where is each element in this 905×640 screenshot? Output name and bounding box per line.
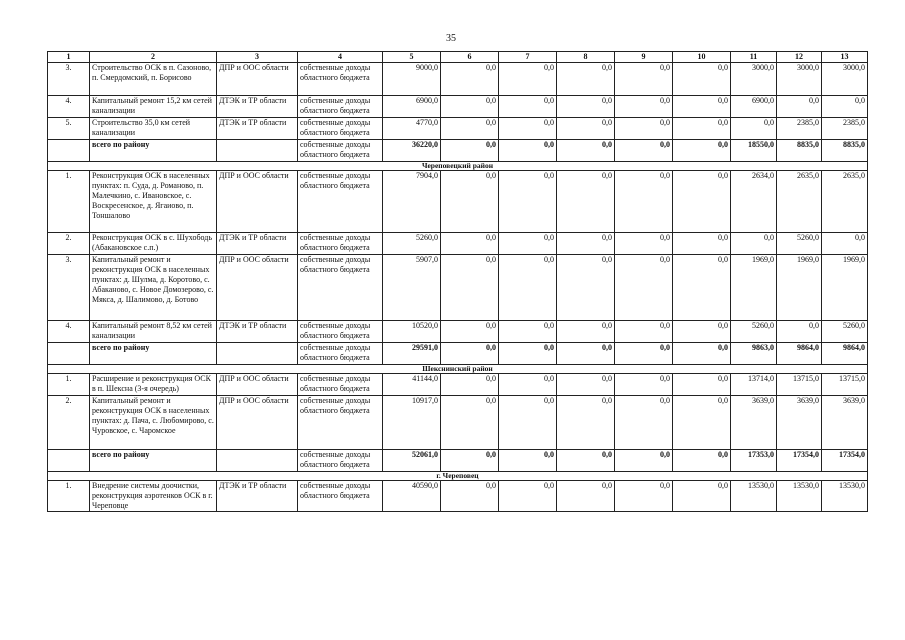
amount-col-12: 1969,0 — [777, 255, 822, 321]
amount-col-9: 0,0 — [615, 343, 673, 365]
amount-col-11: 5260,0 — [731, 321, 777, 343]
total-amount: 9000,0 — [383, 63, 441, 96]
measure-name: Капитальный ремонт и реконструкция ОСК в населенных пунктах: д. Пача, с. Любомирово, с. Чуровское, с. Чаромское — [90, 396, 217, 450]
amount-col-10: 0,0 — [673, 63, 731, 96]
district-title: Шекснинский район — [48, 365, 868, 374]
amount-col-12: 13715,0 — [777, 374, 822, 396]
amount-col-13: 5260,0 — [822, 321, 868, 343]
amount-col-7: 0,0 — [499, 374, 557, 396]
responsible-executor: ДПР и ООС области — [217, 396, 298, 450]
amount-col-11: 9863,0 — [731, 343, 777, 365]
amount-col-9: 0,0 — [615, 63, 673, 96]
amount-col-11: 17353,0 — [731, 450, 777, 472]
district-title: г. Череповец — [48, 472, 868, 481]
responsible-executor: ДТЭК и ТР области — [217, 481, 298, 512]
amount-col-13: 3000,0 — [822, 63, 868, 96]
responsible-executor — [217, 140, 298, 162]
amount-col-6: 0,0 — [441, 118, 499, 140]
amount-col-8: 0,0 — [557, 171, 615, 233]
row-number: 1. — [48, 374, 90, 396]
amount-col-7: 0,0 — [499, 233, 557, 255]
amount-col-7: 0,0 — [499, 321, 557, 343]
amount-col-9: 0,0 — [615, 118, 673, 140]
amount-col-10: 0,0 — [673, 255, 731, 321]
column-number-2: 2 — [90, 52, 217, 63]
amount-col-6: 0,0 — [441, 96, 499, 118]
column-number-4: 4 — [298, 52, 383, 63]
responsible-executor: ДПР и ООС области — [217, 63, 298, 96]
amount-col-6: 0,0 — [441, 343, 499, 365]
row-number — [48, 450, 90, 472]
district-total-row — [48, 343, 868, 365]
amount-col-11: 13714,0 — [731, 374, 777, 396]
measure-name: всего по району — [90, 450, 217, 472]
amount-col-7: 0,0 — [499, 343, 557, 365]
row-number: 2. — [48, 396, 90, 450]
total-amount: 52061,0 — [383, 450, 441, 472]
row-number: 2. — [48, 233, 90, 255]
amount-col-6: 0,0 — [441, 450, 499, 472]
amount-col-13: 13530,0 — [822, 481, 868, 512]
amount-col-11: 1969,0 — [731, 255, 777, 321]
measure-name: всего по району — [90, 140, 217, 162]
responsible-executor — [217, 450, 298, 472]
funding-source: собственные доходы областного бюджета — [298, 118, 383, 140]
page-number: 35 — [446, 33, 456, 44]
responsible-executor: ДПР и ООС области — [217, 171, 298, 233]
amount-col-11: 0,0 — [731, 118, 777, 140]
measure-name: Реконструкция ОСК в с. Шухободь (Абакановское с.п.) — [90, 233, 217, 255]
amount-col-6: 0,0 — [441, 374, 499, 396]
amount-col-11: 2634,0 — [731, 171, 777, 233]
amount-col-13: 17354,0 — [822, 450, 868, 472]
measure-name: Внедрение системы доочистки, реконструкция аэротенков ОСК в г. Череповце — [90, 481, 217, 512]
budget-table — [47, 51, 868, 512]
amount-col-6: 0,0 — [441, 140, 499, 162]
total-amount: 41144,0 — [383, 374, 441, 396]
amount-col-10: 0,0 — [673, 140, 731, 162]
amount-col-8: 0,0 — [557, 481, 615, 512]
amount-col-6: 0,0 — [441, 255, 499, 321]
total-amount: 10520,0 — [383, 321, 441, 343]
amount-col-12: 17354,0 — [777, 450, 822, 472]
table-row — [48, 396, 868, 450]
measure-name: Реконструкция ОСК в населенных пунктах: п. Суда, д. Романово, п. Малечкино, с. Ивановское, с. Воскресенское, д. Ягаиово, п. Тоншалово — [90, 171, 217, 233]
table-row — [48, 118, 868, 140]
amount-col-11: 0,0 — [731, 233, 777, 255]
amount-col-9: 0,0 — [615, 96, 673, 118]
row-number: 3. — [48, 63, 90, 96]
amount-col-10: 0,0 — [673, 481, 731, 512]
amount-col-12: 5260,0 — [777, 233, 822, 255]
row-number — [48, 343, 90, 365]
amount-col-8: 0,0 — [557, 374, 615, 396]
amount-col-7: 0,0 — [499, 481, 557, 512]
row-number: 1. — [48, 171, 90, 233]
amount-col-13: 8835,0 — [822, 140, 868, 162]
amount-col-13: 0,0 — [822, 233, 868, 255]
amount-col-7: 0,0 — [499, 396, 557, 450]
amount-col-7: 0,0 — [499, 118, 557, 140]
amount-col-7: 0,0 — [499, 171, 557, 233]
amount-col-7: 0,0 — [499, 450, 557, 472]
table-row — [48, 233, 868, 255]
funding-source: собственные доходы областного бюджета — [298, 450, 383, 472]
column-number-12: 12 — [777, 52, 822, 63]
measure-name: всего по району — [90, 343, 217, 365]
district-total-row — [48, 140, 868, 162]
measure-name: Строительство 35,0 км сетей канализации — [90, 118, 217, 140]
amount-col-11: 3639,0 — [731, 396, 777, 450]
table-row — [48, 374, 868, 396]
amount-col-8: 0,0 — [557, 96, 615, 118]
responsible-executor: ДТЭК и ТР области — [217, 233, 298, 255]
amount-col-8: 0,0 — [557, 321, 615, 343]
total-amount: 5907,0 — [383, 255, 441, 321]
amount-col-10: 0,0 — [673, 233, 731, 255]
funding-source: собственные доходы областного бюджета — [298, 481, 383, 512]
total-amount: 40590,0 — [383, 481, 441, 512]
column-number-5: 5 — [383, 52, 441, 63]
amount-col-9: 0,0 — [615, 396, 673, 450]
amount-col-8: 0,0 — [557, 140, 615, 162]
amount-col-11: 6900,0 — [731, 96, 777, 118]
funding-source: собственные доходы областного бюджета — [298, 63, 383, 96]
total-amount: 36220,0 — [383, 140, 441, 162]
amount-col-8: 0,0 — [557, 233, 615, 255]
row-number: 1. — [48, 481, 90, 512]
measure-name: Строительство ОСК в п. Сазоново, п. Смердомский, п. Борисово — [90, 63, 217, 96]
measure-name: Капитальный ремонт 15,2 км сетей канализации — [90, 96, 217, 118]
amount-col-10: 0,0 — [673, 374, 731, 396]
amount-col-10: 0,0 — [673, 343, 731, 365]
amount-col-8: 0,0 — [557, 396, 615, 450]
amount-col-8: 0,0 — [557, 118, 615, 140]
amount-col-9: 0,0 — [615, 374, 673, 396]
amount-col-13: 1969,0 — [822, 255, 868, 321]
responsible-executor: ДТЭК и ТР области — [217, 118, 298, 140]
amount-col-10: 0,0 — [673, 96, 731, 118]
responsible-executor: ДТЭК и ТР области — [217, 96, 298, 118]
column-number-6: 6 — [441, 52, 499, 63]
table-row — [48, 63, 868, 96]
amount-col-12: 8835,0 — [777, 140, 822, 162]
table-row — [48, 321, 868, 343]
responsible-executor: ДПР и ООС области — [217, 374, 298, 396]
amount-col-12: 3000,0 — [777, 63, 822, 96]
amount-col-8: 0,0 — [557, 343, 615, 365]
measure-name: Капитальный ремонт и реконструкция ОСК в населенных пунктах: д. Шулма, д. Коротово, с. Абаканово, с. Новое Домозерово, с. Мякса, д. Шалимово, д. Ботово — [90, 255, 217, 321]
amount-col-9: 0,0 — [615, 171, 673, 233]
amount-col-6: 0,0 — [441, 396, 499, 450]
amount-col-7: 0,0 — [499, 63, 557, 96]
amount-col-12: 2385,0 — [777, 118, 822, 140]
row-number: 4. — [48, 321, 90, 343]
table-row — [48, 96, 868, 118]
total-amount: 10917,0 — [383, 396, 441, 450]
amount-col-9: 0,0 — [615, 255, 673, 321]
amount-col-8: 0,0 — [557, 63, 615, 96]
funding-source: собственные доходы областного бюджета — [298, 171, 383, 233]
table-row — [48, 171, 868, 233]
row-number — [48, 140, 90, 162]
amount-col-12: 0,0 — [777, 96, 822, 118]
amount-col-13: 3639,0 — [822, 396, 868, 450]
amount-col-13: 13715,0 — [822, 374, 868, 396]
amount-col-6: 0,0 — [441, 63, 499, 96]
column-number-9: 9 — [615, 52, 673, 63]
amount-col-12: 9864,0 — [777, 343, 822, 365]
amount-col-6: 0,0 — [441, 233, 499, 255]
amount-col-12: 2635,0 — [777, 171, 822, 233]
amount-col-12: 0,0 — [777, 321, 822, 343]
table-row — [48, 255, 868, 321]
responsible-executor: ДТЭК и ТР области — [217, 321, 298, 343]
funding-source: собственные доходы областного бюджета — [298, 374, 383, 396]
total-amount: 29591,0 — [383, 343, 441, 365]
funding-source: собственные доходы областного бюджета — [298, 396, 383, 450]
district-title: Череповецкий район — [48, 162, 868, 171]
district-section-row — [48, 472, 868, 481]
total-amount: 7904,0 — [383, 171, 441, 233]
amount-col-13: 2385,0 — [822, 118, 868, 140]
amount-col-11: 18550,0 — [731, 140, 777, 162]
amount-col-7: 0,0 — [499, 140, 557, 162]
district-total-row — [48, 450, 868, 472]
total-amount: 4770,0 — [383, 118, 441, 140]
amount-col-11: 3000,0 — [731, 63, 777, 96]
funding-source: собственные доходы областного бюджета — [298, 96, 383, 118]
column-number-3: 3 — [217, 52, 298, 63]
measure-name: Капитальный ремонт 8,52 км сетей канализации — [90, 321, 217, 343]
funding-source: собственные доходы областного бюджета — [298, 343, 383, 365]
total-amount: 5260,0 — [383, 233, 441, 255]
amount-col-13: 2635,0 — [822, 171, 868, 233]
row-number: 5. — [48, 118, 90, 140]
amount-col-13: 0,0 — [822, 96, 868, 118]
table-row — [48, 481, 868, 512]
column-number-1: 1 — [48, 52, 90, 63]
funding-source: собственные доходы областного бюджета — [298, 233, 383, 255]
amount-col-10: 0,0 — [673, 450, 731, 472]
amount-col-10: 0,0 — [673, 396, 731, 450]
amount-col-9: 0,0 — [615, 481, 673, 512]
amount-col-9: 0,0 — [615, 321, 673, 343]
funding-source: собственные доходы областного бюджета — [298, 140, 383, 162]
responsible-executor: ДПР и ООС области — [217, 255, 298, 321]
row-number: 3. — [48, 255, 90, 321]
column-number-row — [48, 52, 868, 63]
column-number-8: 8 — [557, 52, 615, 63]
row-number: 4. — [48, 96, 90, 118]
column-number-13: 13 — [822, 52, 868, 63]
amount-col-8: 0,0 — [557, 255, 615, 321]
amount-col-7: 0,0 — [499, 96, 557, 118]
amount-col-10: 0,0 — [673, 118, 731, 140]
amount-col-11: 13530,0 — [731, 481, 777, 512]
amount-col-9: 0,0 — [615, 450, 673, 472]
amount-col-12: 3639,0 — [777, 396, 822, 450]
amount-col-7: 0,0 — [499, 255, 557, 321]
amount-col-12: 13530,0 — [777, 481, 822, 512]
funding-source: собственные доходы областного бюджета — [298, 255, 383, 321]
total-amount: 6900,0 — [383, 96, 441, 118]
amount-col-6: 0,0 — [441, 171, 499, 233]
measure-name: Расширение и реконструкция ОСК в п. Шексна (3-я очередь) — [90, 374, 217, 396]
amount-col-10: 0,0 — [673, 321, 731, 343]
amount-col-10: 0,0 — [673, 171, 731, 233]
amount-col-8: 0,0 — [557, 450, 615, 472]
funding-source: собственные доходы областного бюджета — [298, 321, 383, 343]
column-number-10: 10 — [673, 52, 731, 63]
responsible-executor — [217, 343, 298, 365]
district-section-row — [48, 365, 868, 374]
district-section-row — [48, 162, 868, 171]
column-number-11: 11 — [731, 52, 777, 63]
column-number-7: 7 — [499, 52, 557, 63]
amount-col-6: 0,0 — [441, 481, 499, 512]
amount-col-6: 0,0 — [441, 321, 499, 343]
amount-col-9: 0,0 — [615, 233, 673, 255]
amount-col-9: 0,0 — [615, 140, 673, 162]
amount-col-13: 9864,0 — [822, 343, 868, 365]
